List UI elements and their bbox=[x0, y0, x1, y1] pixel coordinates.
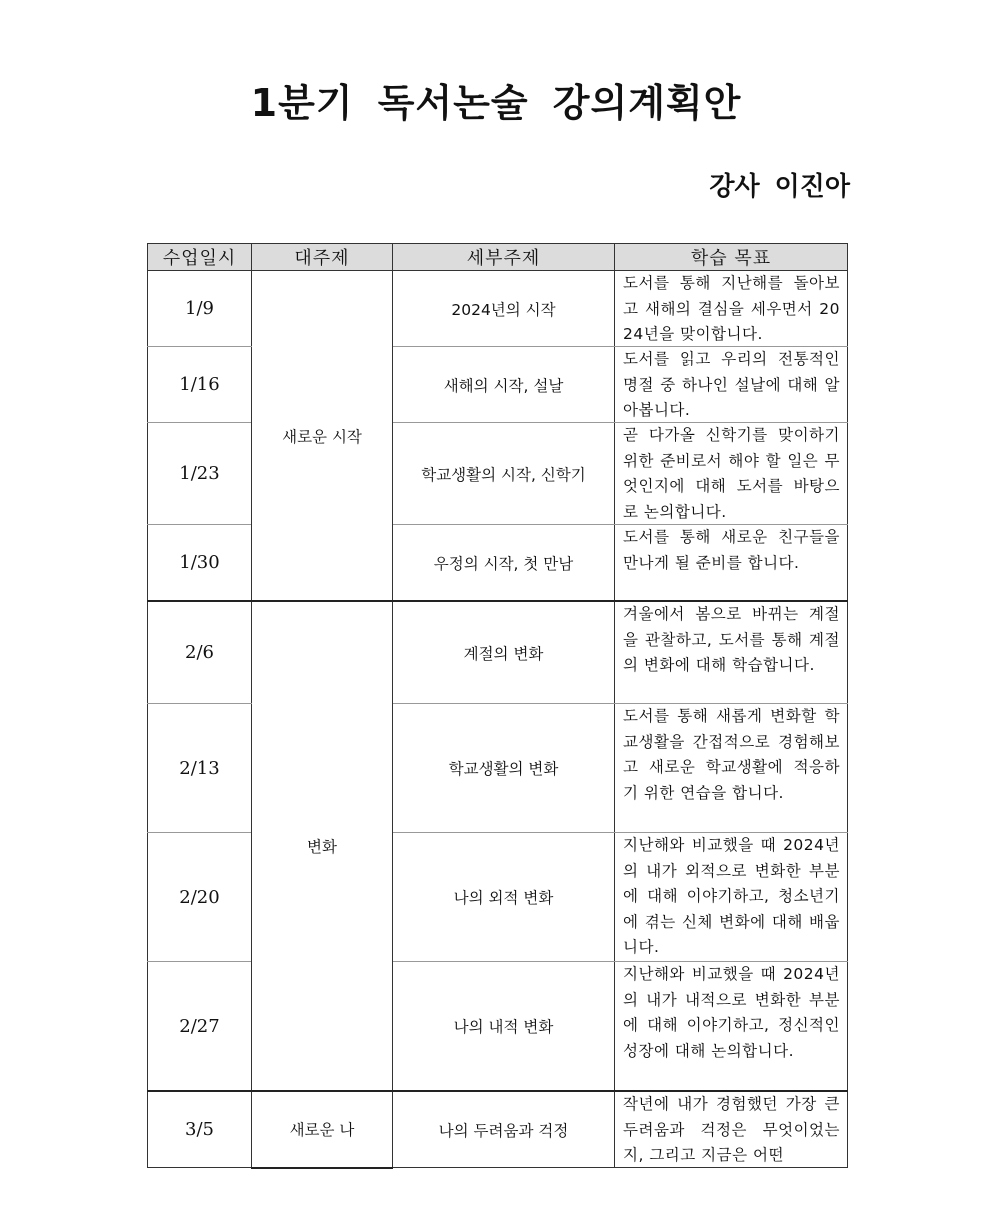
row-date: 2/6 bbox=[148, 601, 252, 704]
row-goal bbox=[615, 601, 848, 704]
row-date: 2/27 bbox=[148, 962, 252, 1092]
row-sub-topic: 학교생활의 변화 bbox=[393, 704, 615, 833]
header-goal: 학습 목표 bbox=[615, 244, 848, 271]
row-goal bbox=[615, 704, 848, 833]
row-goal-text: 지난해와 비교했을 때 2024년의 내가 외적으로 변화한 부분에 대해 이야기하고, 청소년기에 겪는 신체 변화에 대해 배웁니다. bbox=[623, 836, 840, 956]
row-goal-text: 지난해와 비교했을 때 2024년의 내가 내적으로 변화한 부분에 대해 이야기하고, 정신적인 성장에 대해 논의합니다. bbox=[623, 965, 840, 1060]
page-title: 1분기 독서논술 강의계획안 bbox=[250, 81, 742, 125]
row-sub-topic: 학교생활의 시작, 신학기 bbox=[393, 423, 615, 525]
header-main-topic: 대주제 bbox=[252, 244, 393, 271]
row-date: 3/5 bbox=[148, 1091, 252, 1168]
lesson-plan-table bbox=[147, 243, 848, 1169]
table-header-row bbox=[148, 244, 848, 271]
row-goal-text: 도서를 통해 지난해를 돌아보고 새해의 결심을 세우면서 2024년을 맞이합니다. bbox=[623, 274, 840, 343]
main-topic-cell: 변화 bbox=[252, 601, 393, 1091]
row-sub-topic: 나의 내적 변화 bbox=[393, 962, 615, 1092]
row-date: 2/13 bbox=[148, 704, 252, 833]
row-sub-topic: 나의 두려움과 걱정 bbox=[393, 1091, 615, 1168]
main-topic-cell: 새로운 나 bbox=[252, 1091, 393, 1168]
row-goal-text: 도서를 통해 새롭게 변화할 학교생활을 간접적으로 경험해보고 새로운 학교생활에 적응하기 위한 연습을 합니다. bbox=[623, 707, 840, 802]
row-sub-topic: 새해의 시작, 설날 bbox=[393, 347, 615, 423]
row-goal-text: 도서를 읽고 우리의 전통적인 명절 중 하나인 설날에 대해 알아봅니다. bbox=[623, 350, 840, 419]
row-date: 2/20 bbox=[148, 833, 252, 962]
row-goal bbox=[615, 1091, 848, 1168]
row-date: 1/23 bbox=[148, 423, 252, 525]
table-row bbox=[148, 271, 848, 347]
row-goal bbox=[615, 271, 848, 347]
row-date: 1/30 bbox=[148, 525, 252, 602]
row-goal bbox=[615, 347, 848, 423]
row-date: 1/16 bbox=[148, 347, 252, 423]
header-sub-topic: 세부주제 bbox=[393, 244, 615, 271]
row-goal bbox=[615, 962, 848, 1092]
row-sub-topic: 우정의 시작, 첫 만남 bbox=[393, 525, 615, 602]
row-goal bbox=[615, 833, 848, 962]
main-topic-cell: 새로운 시작 bbox=[252, 271, 393, 602]
row-date: 1/9 bbox=[148, 271, 252, 347]
row-sub-topic: 2024년의 시작 bbox=[393, 271, 615, 347]
table-row bbox=[148, 601, 848, 704]
row-goal-text: 작년에 내가 경험했던 가장 큰 두려움과 걱정은 무엇이었는지, 그리고 지금은 어떤 bbox=[623, 1095, 840, 1164]
header-date: 수업일시 bbox=[148, 244, 252, 271]
row-goal-text: 도서를 통해 새로운 친구들을 만나게 될 준비를 합니다. bbox=[623, 528, 840, 572]
row-goal-text: 곧 다가올 신학기를 맞이하기 위한 준비로서 해야 할 일은 무엇인지에 대해 도서를 바탕으로 논의합니다. bbox=[623, 426, 840, 521]
row-goal bbox=[615, 525, 848, 602]
table-row bbox=[148, 1091, 848, 1168]
row-sub-topic: 나의 외적 변화 bbox=[393, 833, 615, 962]
instructor-name: 강사 이진아 bbox=[709, 172, 850, 202]
row-goal bbox=[615, 423, 848, 525]
row-sub-topic: 계절의 변화 bbox=[393, 601, 615, 704]
row-goal-text: 겨울에서 봄으로 바뀌는 계절을 관찰하고, 도서를 통해 계절의 변화에 대해 학습합니다. bbox=[623, 605, 840, 674]
